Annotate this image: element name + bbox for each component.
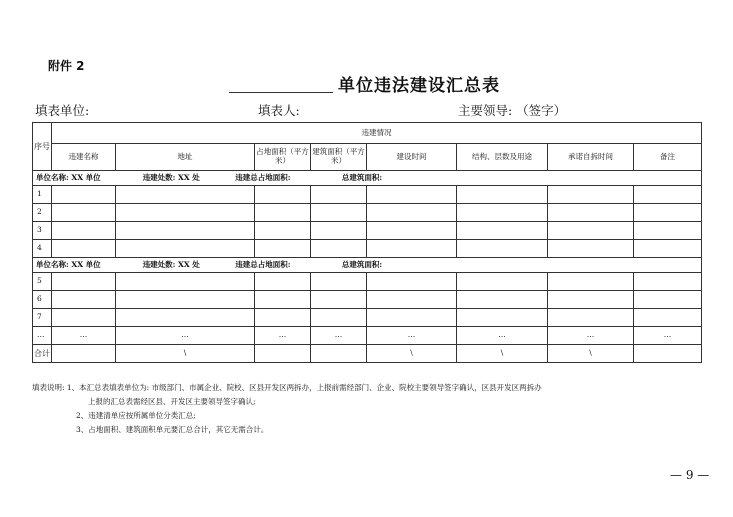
total-cell: [255, 345, 311, 363]
cell[interactable]: [367, 273, 457, 291]
total-cell: [311, 345, 367, 363]
row-number: 1: [33, 186, 52, 204]
cell[interactable]: [548, 222, 634, 240]
filling-notes: [32, 381, 542, 437]
unit-name: 单位名称: XX 单位: [36, 259, 101, 269]
cell[interactable]: [634, 186, 702, 204]
cell[interactable]: [457, 291, 548, 309]
cell[interactable]: [255, 186, 311, 204]
ellipsis-cell: …: [548, 327, 634, 345]
cell[interactable]: [457, 240, 548, 258]
cell[interactable]: [116, 186, 255, 204]
cell[interactable]: [311, 240, 367, 258]
cell[interactable]: [367, 222, 457, 240]
cell[interactable]: [52, 204, 116, 222]
cell[interactable]: [548, 309, 634, 327]
unit-land-area: 违建总占地面积:: [235, 259, 291, 269]
header-row-columns: [33, 144, 702, 171]
cell[interactable]: [548, 240, 634, 258]
cell[interactable]: [367, 291, 457, 309]
row-number: 5: [33, 273, 52, 291]
col-header-floor-area: 建筑面积（平方米）: [311, 144, 367, 171]
note-line: 上报的汇总表需经区县、开发区主要领导签字确认;: [88, 397, 256, 406]
cell[interactable]: [311, 222, 367, 240]
total-cell: \: [367, 345, 457, 363]
total-cell: [634, 345, 702, 363]
ellipsis-cell: …: [52, 327, 116, 345]
cell[interactable]: [367, 204, 457, 222]
col-header-name: 违建名称: [52, 144, 116, 171]
cell[interactable]: [255, 291, 311, 309]
cell[interactable]: [311, 291, 367, 309]
cell[interactable]: [255, 204, 311, 222]
cell[interactable]: [116, 273, 255, 291]
note-line: 2、违建清单应按所属单位分类汇总;: [76, 411, 196, 420]
cell[interactable]: [116, 240, 255, 258]
total-cell: \: [116, 345, 255, 363]
unit-row: [33, 171, 702, 186]
cell[interactable]: [255, 309, 311, 327]
cell[interactable]: [457, 186, 548, 204]
note-line: 3、占地面积、建筑面积单元要汇总合计，其它无需合计。: [76, 425, 269, 434]
cell[interactable]: [457, 273, 548, 291]
cell[interactable]: [548, 273, 634, 291]
table-row: [33, 291, 702, 309]
table-row: [33, 186, 702, 204]
row-number: 2: [33, 204, 52, 222]
unit-count: 违建处数: XX 处: [142, 259, 200, 269]
cell[interactable]: [255, 222, 311, 240]
cell[interactable]: [255, 273, 311, 291]
cell[interactable]: [457, 204, 548, 222]
cell[interactable]: [52, 309, 116, 327]
unit-name: 单位名称: XX 单位: [36, 172, 101, 182]
unit-row: [33, 258, 702, 273]
total-cell: \: [548, 345, 634, 363]
ellipsis-cell: …: [367, 327, 457, 345]
cell[interactable]: [52, 240, 116, 258]
note-line: 填表说明: 1、本汇总表填表单位为: 市级部门、市属企业、院校、区县开发区两拆办，上报前需经部门、企业、院校主要领导签字确认，区县开发区两拆办: [32, 383, 542, 392]
cell[interactable]: [52, 273, 116, 291]
title-underline: [229, 92, 333, 93]
ellipsis-cell: …: [311, 327, 367, 345]
col-header-build-time: 建设时间: [367, 144, 457, 171]
cell[interactable]: [255, 240, 311, 258]
table-row: [33, 222, 702, 240]
col-header-land-area: 占地面积（平方米）: [255, 144, 311, 171]
total-cell: \: [457, 345, 548, 363]
row-number: 6: [33, 291, 52, 309]
cell[interactable]: [52, 222, 116, 240]
cell[interactable]: [311, 204, 367, 222]
document-title: 单位违法建设汇总表: [338, 76, 500, 96]
cell[interactable]: [634, 222, 702, 240]
col-header-remarks: 备注: [634, 144, 702, 171]
cell[interactable]: [52, 291, 116, 309]
cell[interactable]: [311, 309, 367, 327]
ellipsis-cell: …: [255, 327, 311, 345]
row-number: 7: [33, 309, 52, 327]
ellipsis-cell: …: [634, 327, 702, 345]
cell[interactable]: [311, 186, 367, 204]
cell[interactable]: [116, 222, 255, 240]
table-row: [33, 273, 702, 291]
cell[interactable]: [548, 186, 634, 204]
ellipsis-cell: …: [33, 327, 52, 345]
cell[interactable]: [634, 204, 702, 222]
header-row-group: [33, 123, 702, 144]
cell[interactable]: [457, 222, 548, 240]
summary-table: [32, 122, 702, 363]
unit-land-area: 违建总占地面积:: [235, 172, 291, 182]
cell[interactable]: [548, 291, 634, 309]
col-header-address: 地址: [116, 144, 255, 171]
filling-unit-label: 填表单位:: [35, 103, 90, 118]
leader-signature-label: 主要领导: （签字）: [458, 103, 567, 118]
total-label: 合计: [33, 345, 52, 363]
row-number: 3: [33, 222, 52, 240]
cell[interactable]: [116, 204, 255, 222]
annex-label: 附件 2: [48, 59, 85, 73]
cell[interactable]: [634, 309, 702, 327]
cell[interactable]: [367, 240, 457, 258]
unit-count: 违建处数: XX 处: [142, 172, 200, 182]
cell[interactable]: [634, 273, 702, 291]
cell[interactable]: [634, 291, 702, 309]
ellipsis-cell: …: [116, 327, 255, 345]
cell[interactable]: [116, 291, 255, 309]
unit-floor-area: 总建筑面积:: [341, 259, 383, 269]
cell[interactable]: [367, 186, 457, 204]
cell[interactable]: [116, 309, 255, 327]
cell[interactable]: [457, 309, 548, 327]
row-number: 4: [33, 240, 52, 258]
cell[interactable]: [311, 273, 367, 291]
col-header-structure: 结构、层数及用途: [457, 144, 548, 171]
cell[interactable]: [548, 204, 634, 222]
cell[interactable]: [634, 240, 702, 258]
unit-floor-area: 总建筑面积:: [341, 172, 383, 182]
total-cell: [52, 345, 116, 363]
table-row: [33, 240, 702, 258]
seq-header: 序号: [33, 123, 52, 171]
ellipsis-row: [33, 327, 702, 345]
filler-label: 填表人:: [258, 103, 300, 118]
total-row: [33, 345, 702, 363]
col-header-demolish-time: 承诺自拆时间: [548, 144, 634, 171]
cell[interactable]: [367, 309, 457, 327]
group-header: 违建情况: [52, 123, 702, 144]
page-number: — 9 —: [670, 468, 710, 482]
table-row: [33, 204, 702, 222]
cell[interactable]: [52, 186, 116, 204]
ellipsis-cell: …: [457, 327, 548, 345]
table-row: [33, 309, 702, 327]
